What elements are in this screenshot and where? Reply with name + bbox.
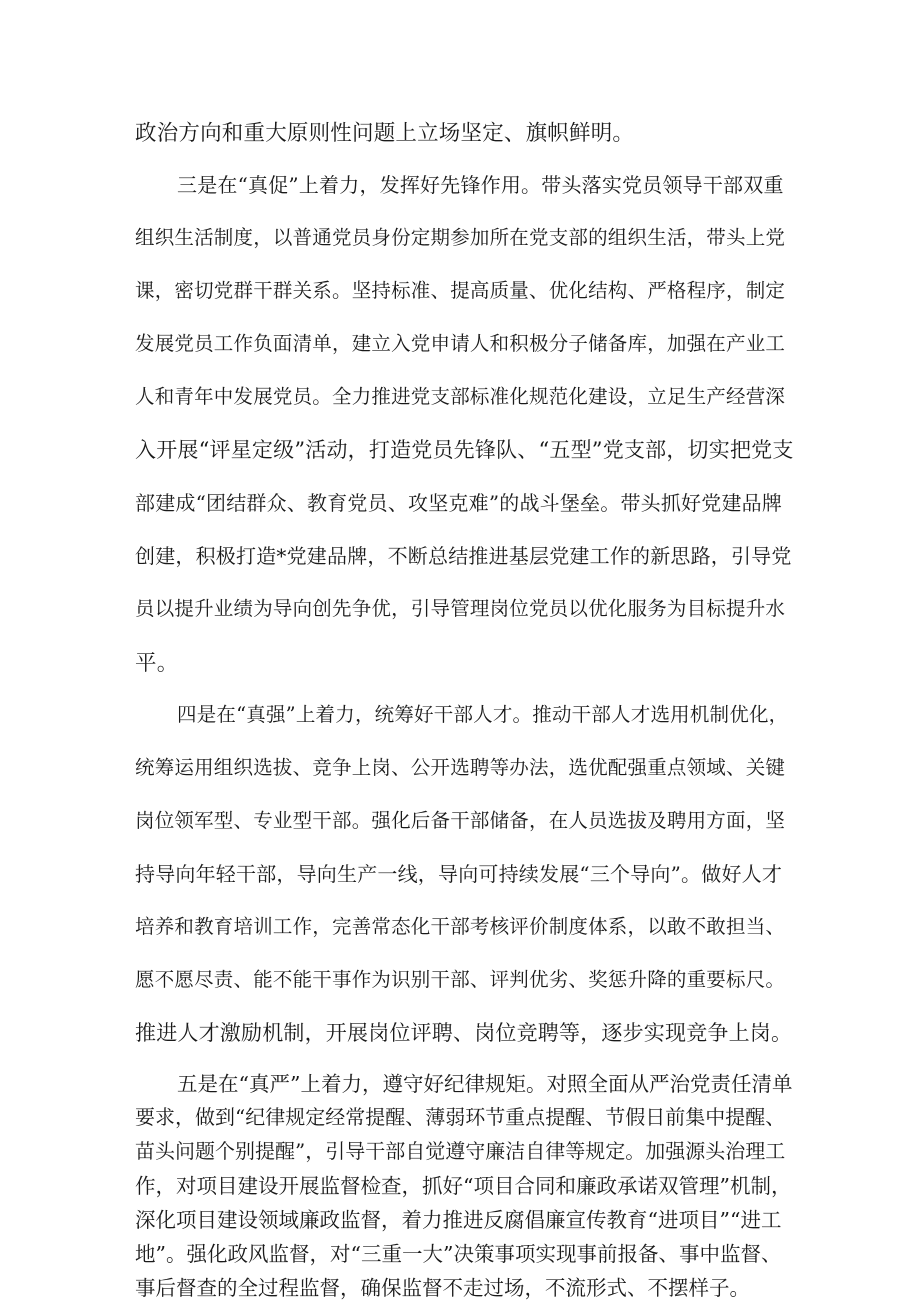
paragraph-4-line-1: 五是在“真严”上着力，遵守好纪律规矩。对照全面从严治党责任清单 — [177, 1072, 793, 1096]
paragraph-3-line-3: 岗位领军型、专业型干部。强化后备干部储备，在人员选拔及聘用方面，坚 — [135, 809, 786, 832]
paragraph-3-line-2: 统筹运用组织选拔、竞争上岗、公开选聘等办法，选优配强重点领域、关键 — [135, 756, 786, 779]
paragraph-4-line-7: 事后督查的全过程监督，确保监督不走过场，不流形式、不摆样子。 — [135, 1276, 750, 1300]
paragraph-4-line-3: 苗头问题个别提醒”，引导干部自觉遵守廉洁自律等规定。加强源头治理工 — [135, 1139, 786, 1163]
paragraph-2-line-1: 三是在“真促”上着力，发挥好先锋作用。带头落实党员领导干部双重 — [177, 173, 784, 197]
paragraph-2-line-8: 创建，积极打造*党建品牌，不断总结推进基层党建工作的新思路，引导党 — [135, 544, 792, 568]
paragraph-2-line-3: 课，密切党群干群关系。坚持标准、提高质量、优化结构、严格程序，制定 — [135, 279, 786, 302]
paragraph-2-line-4: 发展党员工作负面清单，建立入党申请人和积极分子储备库，加强在产业工 — [135, 332, 786, 355]
paragraph-2-line-7: 部建成“团结群众、教育党员、攻坚克难”的战斗堡垒。带头抓好党建品牌 — [135, 491, 783, 515]
paragraph-1-line-1: 政治方向和重大原则性问题上立场坚定、旗帜鲜明。 — [135, 121, 635, 146]
paragraph-4-line-6: 地”。强化政风监督，对“三重一大”决策事项实现事前报备、事中监督、 — [135, 1242, 782, 1266]
paragraph-4-line-5: 深化项目建设领域廉政监督，着力推进反腐倡廉宣传教育“进项目”“进工 — [135, 1208, 782, 1232]
paragraph-3-line-4: 持导向年轻干部，导向生产一线，导向可持续发展“三个导向”。做好人才 — [135, 862, 783, 886]
paragraph-3-line-7: 推进人才激励机制，开展岗位评聘、岗位竞聘等，逐步实现竞争上岗。 — [135, 1021, 793, 1045]
paragraph-2-line-2: 组织生活制度，以普通党员身份定期参加所在党支部的组织生活，带头上党 — [135, 226, 786, 249]
paragraph-4-line-2: 要求，做到“纪律规定经常提醒、薄弱环节重点提醒、节假日前集中提醒、 — [135, 1105, 786, 1129]
paragraph-2-line-5: 人和青年中发展党员。全力推进党支部标准化规范化建设，立足生产经营深 — [135, 385, 786, 408]
paragraph-2-line-9: 员以提升业绩为导向创先争优，引导管理岗位党员以优化服务为目标提升水 — [135, 597, 786, 620]
paragraph-3-line-5: 培养和教育培训工作，完善常态化干部考核评价制度体系，以敢不敢担当、 — [135, 915, 786, 938]
paragraph-3-line-6: 愿不愿尽责、能不能干事作为识别干部、评判优劣、奖惩升降的重要标尺。 — [135, 968, 786, 991]
paragraph-2-line-10: 平。 — [135, 651, 179, 676]
paragraph-3-line-1: 四是在“真强”上着力，统筹好干部人才。推动干部人才选用机制优化， — [177, 703, 789, 726]
paragraph-2-line-6: 入开展“评星定级”活动，打造党员先锋队、“五型”党支部，切实把党支 — [135, 438, 794, 462]
paragraph-4-line-4: 作，对项目建设开展监督检查，抓好“项目合同和廉政承诺双管理”机制， — [135, 1174, 792, 1198]
